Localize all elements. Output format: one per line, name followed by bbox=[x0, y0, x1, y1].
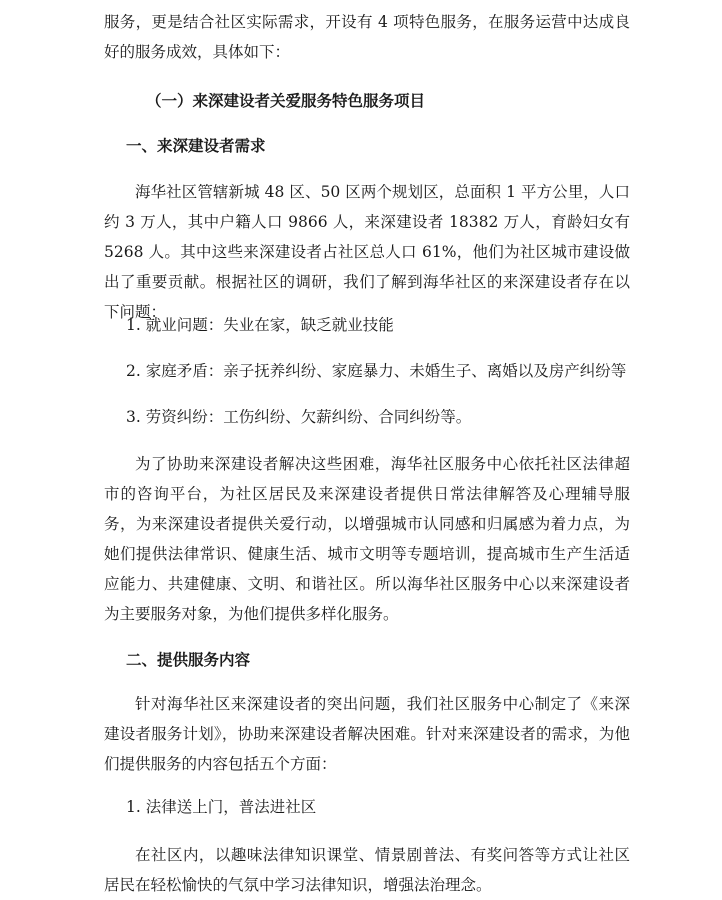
problem-item-1: 1. 就业问题：失业在家，缺乏就业技能 bbox=[126, 316, 394, 334]
project-title: （一）来深建设者关爱服务特色服务项目 bbox=[146, 91, 426, 110]
intro-continuation-paragraph: 服务，更是结合社区实际需求，开设有 4 项特色服务，在服务运营中达成良好的服务成效，具体如下： bbox=[104, 13, 630, 61]
service-item-1: 1. 法律送上门，普法进社区 bbox=[126, 798, 317, 816]
section-1-paragraph: 海华社区管辖新城 48 区、50 区两个规划区，总面积 1 平方公里，人口约 3 万人，其中户籍人口 9866 人，来深建设者 18382 万人，育龄妇女有 5268 人。其中这些来深建设者占社区总人口 61%，他们为社区城市建设做出了重要贡献。根据社区的调研，我们了解到海华社区的来深建设者存在以下问题： bbox=[104, 183, 630, 321]
section-1-heading: 一、来深建设者需求 bbox=[126, 136, 266, 155]
section-2-heading: 二、提供服务内容 bbox=[126, 650, 251, 669]
service-item-1-detail: 在社区内，以趣味法律知识课堂、情景剧普法、有奖问答等方式让社区居民在轻松愉快的气氛中学习法律知识，增强法治理念。 bbox=[104, 846, 630, 894]
problem-item-2: 2. 家庭矛盾：亲子抚养纠纷、家庭暴力、未婚生子、离婚以及房产纠纷等 bbox=[126, 362, 627, 380]
section-1-response-paragraph: 为了协助来深建设者解决这些困难，海华社区服务中心依托社区法律超市的咨询平台，为社区居民及来深建设者提供日常法律解答及心理辅导服务，为来深建设者提供关爱行动，以增强城市认同感和归属感为着力点，为她们提供法律常识、健康生活、城市文明等专题培训，提高城市生产生活适应能力、共建健康、文明、和谐社区。所以海华社区服务中心以来深建设者为主要服务对象，为他们提供多样化服务。 bbox=[104, 455, 630, 623]
section-2-paragraph: 针对海华社区来深建设者的突出问题，我们社区服务中心制定了《来深建设者服务计划》，协助来深建设者解决困难。针对来深建设者的需求，为他们提供服务的内容包括五个方面： bbox=[104, 695, 630, 773]
problem-item-3: 3. 劳资纠纷：工伤纠纷、欠薪纠纷、合同纠纷等。 bbox=[126, 408, 472, 426]
